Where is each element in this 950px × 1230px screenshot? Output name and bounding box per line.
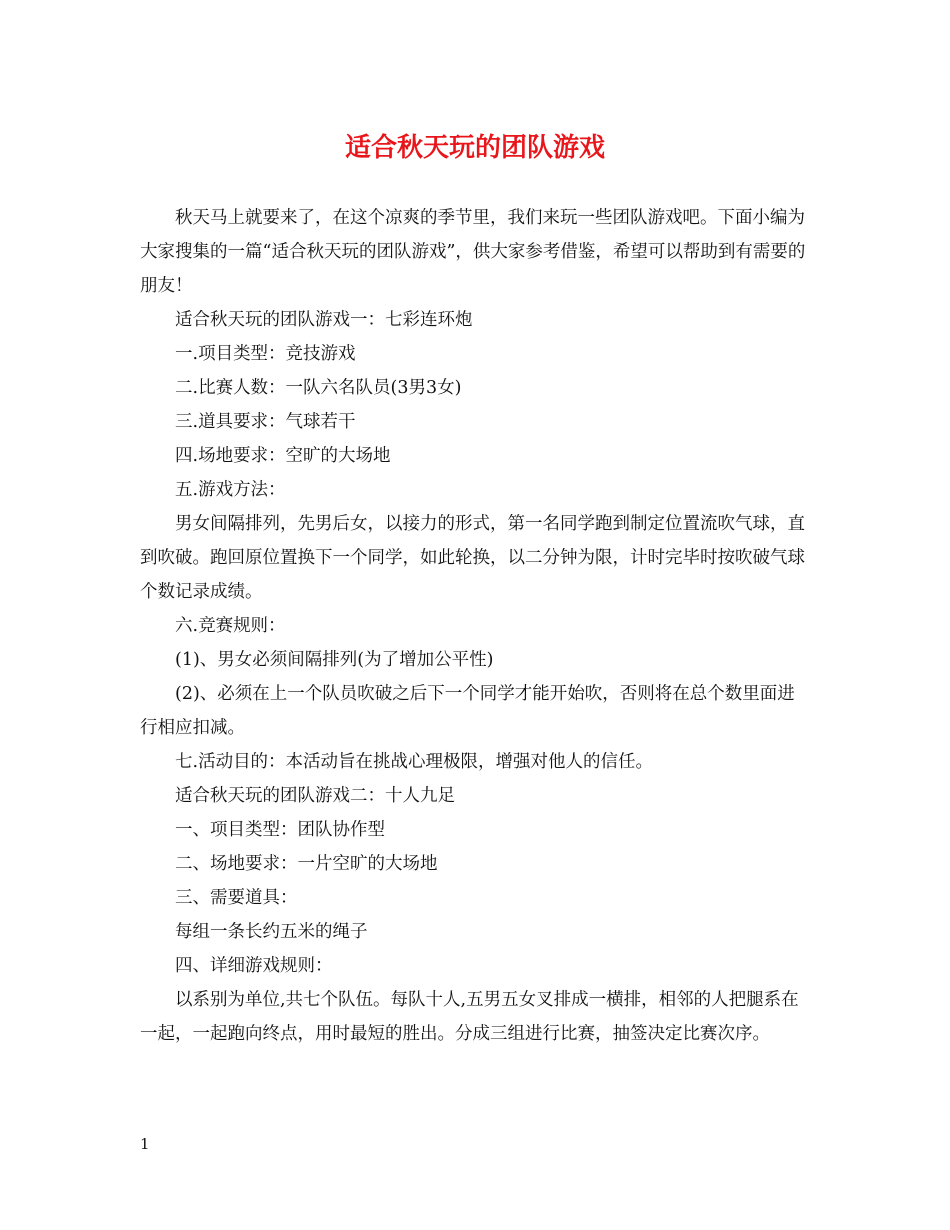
paragraph: 以系别为单位,共七个队伍。每队十人,五男五女叉排成一横排，相邻的人把腿系在一起，一起跑向终点，用时最短的胜出。分成三组进行比赛，抽签决定比赛次序。 — [140, 990, 799, 1044]
paragraph: 四、详细游戏规则： — [175, 956, 333, 976]
paragraph: (1)、男女必须间隔排列(为了增加公平性) — [175, 650, 494, 670]
paragraph: 每组一条长约五米的绳子 — [175, 922, 368, 942]
paragraph: 二、场地要求：一片空旷的大场地 — [175, 854, 438, 874]
document-body — [140, 201, 812, 1051]
paragraph: 六.竞赛规则： — [175, 616, 286, 636]
paragraph: 适合秋天玩的团队游戏二：十人九足 — [175, 786, 455, 806]
paragraph: 一、项目类型：团队协作型 — [175, 820, 385, 840]
paragraph: 七.活动目的：本活动旨在挑战心理极限，增强对他人的信任。 — [175, 752, 654, 772]
paragraph: 三.道具要求：气球若干 — [175, 412, 356, 432]
paragraph: 三、需要道具： — [175, 888, 298, 908]
paragraph: 二.比赛人数：一队六名队员(3男3女) — [175, 378, 462, 398]
paragraph: 适合秋天玩的团队游戏一：七彩连环炮 — [175, 310, 473, 330]
paragraph: (2)、必须在上一个队员吹破之后下一个同学才能开始吹，否则将在总个数里面进行相应扣减。 — [140, 684, 795, 738]
paragraph: 一.项目类型：竞技游戏 — [175, 344, 356, 364]
paragraph: 男女间隔排列，先男后女，以接力的形式，第一名同学跑到制定位置流吹气球，直到吹破。跑回原位置换下一个同学，如此轮换，以二分钟为限，计时完毕时按吹破气球个数记录成绩。 — [140, 514, 805, 602]
paragraph: 五.游戏方法： — [175, 480, 286, 500]
paragraph: 四.场地要求：空旷的大场地 — [175, 446, 391, 466]
page-number: 1 — [140, 1135, 150, 1153]
document-title: 适合秋天玩的团队游戏 — [344, 133, 605, 163]
paragraph: 秋天马上就要来了，在这个凉爽的季节里，我们来玩一些团队游戏吧。下面小编为大家搜集的一篇“适合秋天玩的团队游戏”，供大家参考借鉴，希望可以帮助到有需要的朋友！ — [140, 208, 806, 296]
